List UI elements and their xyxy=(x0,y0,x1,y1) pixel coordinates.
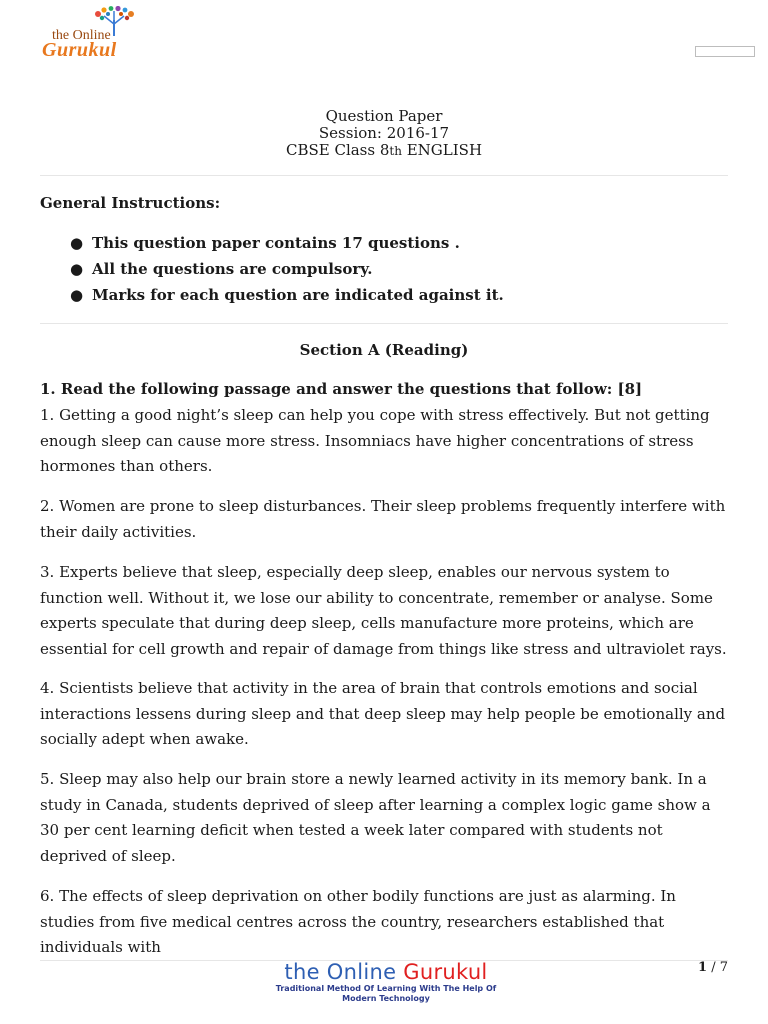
logo-text-bottom: Gurukul xyxy=(42,39,117,61)
passage-paragraph: 3. Experts believe that sleep, especially deep sleep, enables our nervous system to function well. Without it, we lose our ability to concentrate, remember or analyse. Some experts speculate that during deep sleep, cells manufacture more proteins, which are essential for cell growth and repair of damage from things like stress and ultraviolet rays. xyxy=(40,563,727,658)
passage-paragraph: 4. Scientists believe that activity in the area of brain that controls emotions and social interactions lessens during sleep and that deep sleep may help people be emotionally and socially adept when awake. xyxy=(40,679,726,749)
list-item xyxy=(70,233,504,259)
paper-title: Question Paper xyxy=(325,107,443,125)
page-separator: / xyxy=(707,960,720,975)
divider xyxy=(40,323,728,324)
paper-header xyxy=(40,108,728,160)
page-indicator xyxy=(672,960,728,975)
site-logo[interactable] xyxy=(38,6,142,64)
paper-session: Session: 2016-17 xyxy=(318,124,450,142)
bullet-icon: ● xyxy=(70,234,84,252)
footer-tagline-1: Traditional Method Of Learning With The Help Of xyxy=(275,984,497,993)
passage-paragraph: 5. Sleep may also help our brain store a newly learned activity in its memory bank. In a study in Canada, students deprived of sleep after learning a complex logic game show a 30 per cent learning deficit when tested a week later compared with students not deprived of sleep. xyxy=(40,770,711,865)
instruction-text: All the questions are compulsory. xyxy=(92,260,373,278)
bullet-icon: ● xyxy=(70,260,84,278)
divider xyxy=(40,175,728,176)
search-box[interactable] xyxy=(695,46,755,57)
paper-class xyxy=(40,142,728,160)
bullet-icon: ● xyxy=(70,286,84,304)
class-superscript: th xyxy=(389,144,402,158)
footer-brand xyxy=(246,960,526,984)
instructions-list xyxy=(70,233,504,311)
passage-paragraph: 2. Women are prone to sleep disturbances. Their sleep problems frequently interfere with their daily activities. xyxy=(40,497,726,541)
logo-text-top: the Online xyxy=(52,28,111,43)
footer-tagline-2: Modern Technology xyxy=(342,994,430,1003)
footer-brand-part2: Gurukul xyxy=(403,960,488,984)
list-item xyxy=(70,259,504,285)
page-total: 7 xyxy=(719,960,728,975)
instruction-text: This question paper contains 17 questions . xyxy=(92,234,460,252)
list-item xyxy=(70,285,504,311)
class-prefix: CBSE Class 8 xyxy=(285,141,390,159)
passage-paragraph: 1. Getting a good night’s sleep can help you cope with stress effectively. But not getting enough sleep can cause more stress. Insomniacs have higher concentrations of stress hormones than others. xyxy=(40,406,710,476)
footer-logo[interactable] xyxy=(246,960,526,1004)
class-suffix: ENGLISH xyxy=(401,141,483,159)
instructions-heading: General Instructions: xyxy=(40,194,221,212)
question-prompt: 1. Read the following passage and answer the questions that follow: [8] xyxy=(40,380,643,398)
instruction-text: Marks for each question are indicated against it. xyxy=(92,286,504,304)
page-current: 1 xyxy=(698,960,708,975)
section-title: Section A (Reading) xyxy=(299,341,469,359)
footer-brand-part1: the Online xyxy=(284,960,404,984)
passage-paragraph: 6. The effects of sleep deprivation on other bodily functions are just as alarming. In studies from five medical centres across the country, researchers established that individuals with xyxy=(40,887,676,957)
